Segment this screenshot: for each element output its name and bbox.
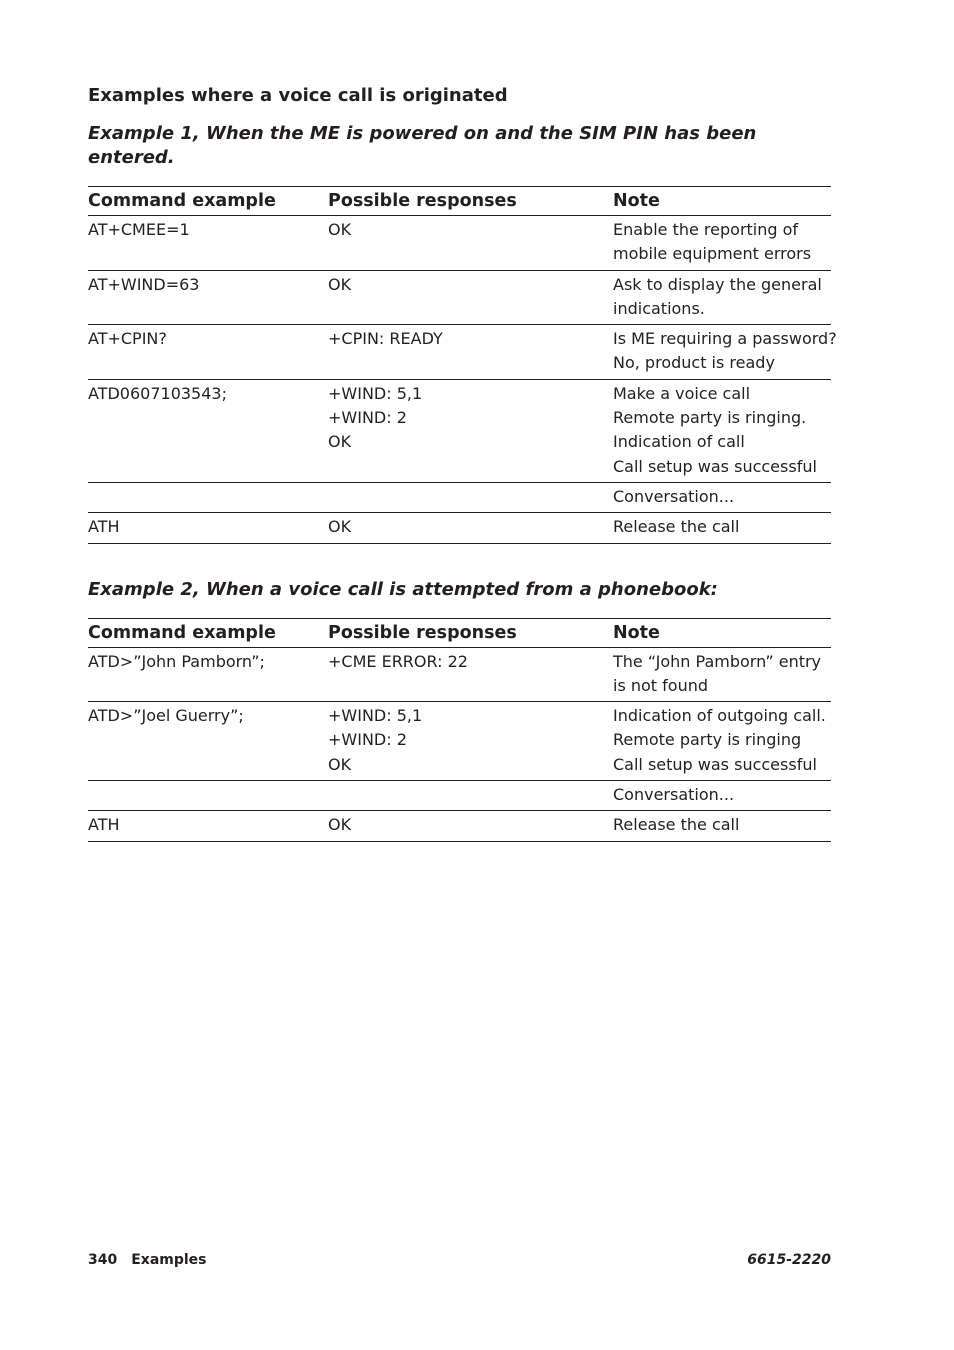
note-cell-line: Remote party is ringing. (613, 408, 807, 428)
note-cell-line: Make a voice call (613, 383, 751, 403)
example-2-body (88, 647, 831, 841)
note-cell-line: is not found (613, 675, 709, 695)
note-cell-line: Conversation... (613, 785, 735, 805)
header-note: Note (613, 618, 831, 647)
example-1-title: Example 1, When the ME is powered on and the SIM PIN has been entered. (88, 123, 757, 168)
note-cell-line: Indication of call (613, 432, 745, 452)
command-cell-line (88, 485, 328, 509)
header-command: Command example (88, 618, 328, 647)
command-cell (88, 702, 328, 781)
responses-cell-line: +CPIN: READY (328, 329, 443, 349)
command-cell (88, 811, 328, 841)
note-cell (613, 325, 837, 380)
note-cell (613, 482, 831, 512)
command-cell-line (88, 783, 328, 807)
command-cell (88, 647, 328, 702)
responses-cell-line: +WIND: 2 (328, 408, 407, 428)
note-cell-line: Is ME requiring a password? (613, 329, 837, 349)
table-row (88, 513, 831, 543)
table-header-row (88, 187, 831, 216)
command-cell-line: ATH (88, 815, 120, 835)
responses-cell (328, 513, 613, 543)
note-cell-line: Release the call (613, 815, 740, 835)
responses-cell-line (328, 485, 613, 509)
responses-cell-line: +WIND: 5,1 (328, 383, 423, 403)
note-cell (613, 216, 831, 271)
header-note: Note (613, 187, 831, 216)
note-cell-line: Release the call (613, 517, 740, 537)
command-cell-line: AT+CPIN? (88, 329, 167, 349)
table-row (88, 482, 831, 512)
example-2-table (88, 618, 831, 842)
footer-section: Examples (131, 1252, 207, 1268)
command-cell (88, 270, 328, 325)
header-responses: Possible responses (328, 618, 613, 647)
note-cell-line: Remote party is ringing (613, 730, 802, 750)
note-cell-line: Call setup was successful (613, 754, 817, 774)
responses-cell (328, 216, 613, 271)
footer-left (88, 1250, 207, 1270)
responses-cell (328, 647, 613, 702)
command-cell-line: ATD>”John Pamborn”; (88, 651, 265, 671)
header-command: Command example (88, 187, 328, 216)
command-cell (88, 216, 328, 271)
responses-cell (328, 811, 613, 841)
table-row (88, 647, 831, 702)
responses-cell-line: +WIND: 5,1 (328, 706, 423, 726)
page-number: 340 (88, 1252, 118, 1268)
responses-cell (328, 482, 613, 512)
section-title: Examples where a voice call is originated (88, 85, 508, 106)
command-cell (88, 513, 328, 543)
command-cell-line: AT+CMEE=1 (88, 220, 190, 239)
note-cell (613, 702, 831, 781)
note-cell (613, 781, 831, 811)
command-cell (88, 482, 328, 512)
responses-cell-line (328, 783, 613, 807)
responses-cell-line: OK (328, 220, 352, 239)
note-cell-line: Enable the reporting of (613, 220, 799, 239)
page-content (88, 84, 837, 842)
command-cell (88, 325, 328, 380)
command-cell-line: AT+WIND=63 (88, 274, 200, 294)
command-cell-line: ATH (88, 517, 120, 537)
responses-cell-line: OK (328, 274, 352, 294)
responses-cell (328, 781, 613, 811)
command-cell (88, 781, 328, 811)
responses-cell-line: OK (328, 517, 352, 537)
doc-number: 6615-2220 (747, 1252, 831, 1268)
note-cell (613, 811, 831, 841)
table-row (88, 811, 831, 841)
responses-cell-line: +CME ERROR: 22 (328, 651, 468, 671)
note-cell (613, 270, 831, 325)
responses-cell-line: OK (328, 815, 352, 835)
note-cell-line: No, product is ready (613, 353, 775, 373)
table-row (88, 216, 831, 271)
note-cell (613, 513, 831, 543)
command-cell (88, 379, 328, 482)
note-cell-line: The “John Pamborn” entry (613, 651, 822, 671)
note-cell (613, 647, 831, 702)
table-row (88, 702, 831, 781)
header-responses: Possible responses (328, 187, 613, 216)
command-cell-line: ATD>”Joel Guerry”; (88, 706, 244, 726)
example-2-title: Example 2, When a voice call is attempted from a phonebook: (88, 578, 718, 600)
note-cell-line: Ask to display the general (613, 274, 822, 294)
responses-cell (328, 325, 613, 380)
example-1-body (88, 216, 837, 544)
responses-cell (328, 702, 613, 781)
responses-cell (328, 379, 613, 482)
responses-cell-line: OK (328, 754, 352, 774)
note-cell-line: mobile equipment errors (613, 244, 812, 264)
example-1-table (88, 186, 837, 544)
responses-cell (328, 270, 613, 325)
command-cell-line: ATD0607103543; (88, 383, 227, 403)
note-cell-line: Call setup was successful (613, 456, 817, 476)
responses-cell-line: +WIND: 2 (328, 730, 407, 750)
table-row (88, 379, 831, 482)
table-row (88, 270, 831, 325)
responses-cell-line: OK (328, 432, 352, 452)
table-row (88, 325, 831, 380)
table-header-row (88, 618, 831, 647)
note-cell (613, 379, 831, 482)
table-row (88, 781, 831, 811)
note-cell-line: Indication of outgoing call. (613, 706, 826, 726)
note-cell-line: indications. (613, 298, 705, 318)
note-cell-line: Conversation... (613, 486, 735, 506)
